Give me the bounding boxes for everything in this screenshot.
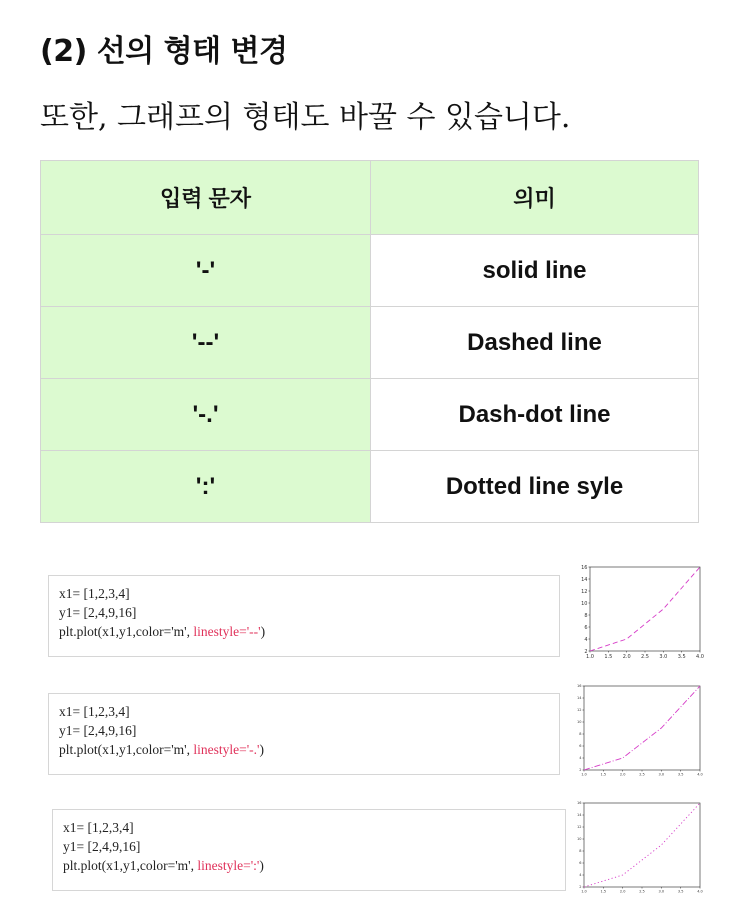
header-input-char: 입력 문자 <box>41 161 371 235</box>
cell-meaning: Dashed line <box>371 307 699 379</box>
line-chart <box>572 799 704 897</box>
linestyle-arg: linestyle=':' <box>197 858 260 873</box>
x-tick-label: 1.0 <box>586 654 594 660</box>
table-row <box>41 379 699 451</box>
y-tick-label: 4 <box>579 756 582 761</box>
code-text: ) <box>259 858 264 873</box>
y-tick-label: 12 <box>581 588 588 595</box>
plot-frame <box>584 803 700 887</box>
y-tick-label: 6 <box>579 744 582 749</box>
linestyle-arg: linestyle='--' <box>193 624 261 639</box>
cell-meaning: Dotted line syle <box>371 451 699 523</box>
code-line: x1= [1,2,3,4] <box>59 704 130 719</box>
code-text: plt.plot(x1,y1,color='m', <box>59 624 194 639</box>
cell-code: '--' <box>41 307 371 379</box>
code-text: plt.plot(x1,y1,color='m', <box>63 858 198 873</box>
y-tick-label: 4 <box>584 636 588 643</box>
y-tick-label: 14 <box>577 696 582 701</box>
plot-dotted <box>572 799 704 897</box>
y-tick-label: 4 <box>579 873 582 878</box>
linestyle-table <box>40 160 699 523</box>
plot-dashdot <box>572 682 704 782</box>
code-text: plt.plot(x1,y1,color='m', <box>59 742 194 757</box>
x-tick-label: 1.0 <box>581 772 587 777</box>
x-tick-label: 3.5 <box>677 654 686 660</box>
intro-text: 또한, 그래프의 형태도 바꿀 수 있습니다. <box>40 100 571 135</box>
cell-meaning: Dash-dot line <box>371 379 699 451</box>
code-block-dashed <box>48 575 560 657</box>
y-tick-label: 12 <box>577 825 582 830</box>
y-tick-label: 10 <box>577 720 582 725</box>
y-tick-label: 2 <box>579 885 582 890</box>
cell-meaning: solid line <box>371 235 699 307</box>
y-tick-label: 16 <box>581 564 588 571</box>
x-tick-label: 3.5 <box>677 889 684 894</box>
plot-dashed <box>572 563 704 665</box>
code-line <box>63 856 565 875</box>
code-line: y1= [2,4,9,16] <box>59 723 137 738</box>
code-line <box>59 622 559 641</box>
y-tick-label: 8 <box>584 612 588 619</box>
x-tick-label: 2.5 <box>639 889 645 894</box>
code-line: x1= [1,2,3,4] <box>59 586 130 601</box>
code-line <box>59 740 559 759</box>
y-tick-label: 2 <box>584 648 588 655</box>
y-tick-label: 10 <box>577 837 582 842</box>
x-tick-label: 2.5 <box>639 772 645 777</box>
table-header-row <box>41 161 699 235</box>
x-tick-label: 3.0 <box>658 772 665 777</box>
code-text: ) <box>259 742 264 757</box>
code-line: x1= [1,2,3,4] <box>63 820 134 835</box>
x-tick-label: 4.0 <box>696 654 704 660</box>
linestyle-arg: linestyle='-.' <box>193 742 260 757</box>
cell-code: ':' <box>41 451 371 523</box>
x-tick-label: 2.0 <box>622 654 631 660</box>
table-row <box>41 307 699 379</box>
y-tick-label: 8 <box>579 849 582 854</box>
x-tick-label: 1.5 <box>604 654 613 660</box>
y-tick-label: 16 <box>577 801 582 806</box>
table-row <box>41 451 699 523</box>
y-tick-label: 14 <box>581 576 588 583</box>
x-tick-label: 2.0 <box>619 889 626 894</box>
header-meaning: 의미 <box>371 161 699 235</box>
x-tick-label: 3.0 <box>659 654 668 660</box>
table-row <box>41 235 699 307</box>
y-tick-label: 8 <box>579 732 582 737</box>
x-tick-label: 1.0 <box>581 889 587 894</box>
x-tick-label: 2.0 <box>619 772 626 777</box>
cell-code: '-.' <box>41 379 371 451</box>
line-chart <box>572 682 704 782</box>
series-line <box>590 567 700 651</box>
x-tick-label: 3.0 <box>658 889 665 894</box>
y-tick-label: 10 <box>581 600 588 607</box>
code-text: ) <box>260 624 266 639</box>
y-tick-label: 14 <box>577 813 582 818</box>
plot-frame <box>584 686 700 770</box>
code-line: y1= [2,4,9,16] <box>59 605 137 620</box>
line-chart <box>572 563 704 665</box>
code-block-dotted <box>52 809 566 891</box>
series-line <box>584 686 700 770</box>
y-tick-label: 12 <box>577 708 582 713</box>
y-tick-label: 6 <box>579 861 582 866</box>
x-tick-label: 1.5 <box>600 889 607 894</box>
y-tick-label: 2 <box>579 768 582 773</box>
y-tick-label: 6 <box>584 624 588 631</box>
x-tick-label: 4.0 <box>697 889 703 894</box>
cell-code: '-' <box>41 235 371 307</box>
x-tick-label: 4.0 <box>697 772 703 777</box>
x-tick-label: 1.5 <box>600 772 607 777</box>
section-heading: (2) 선의 형태 변경 <box>40 34 288 69</box>
code-block-dashdot <box>48 693 560 775</box>
x-tick-label: 3.5 <box>677 772 684 777</box>
series-line <box>584 803 700 887</box>
code-line: y1= [2,4,9,16] <box>63 839 141 854</box>
x-tick-label: 2.5 <box>641 654 649 660</box>
plot-frame <box>590 567 700 651</box>
y-tick-label: 16 <box>577 684 582 689</box>
